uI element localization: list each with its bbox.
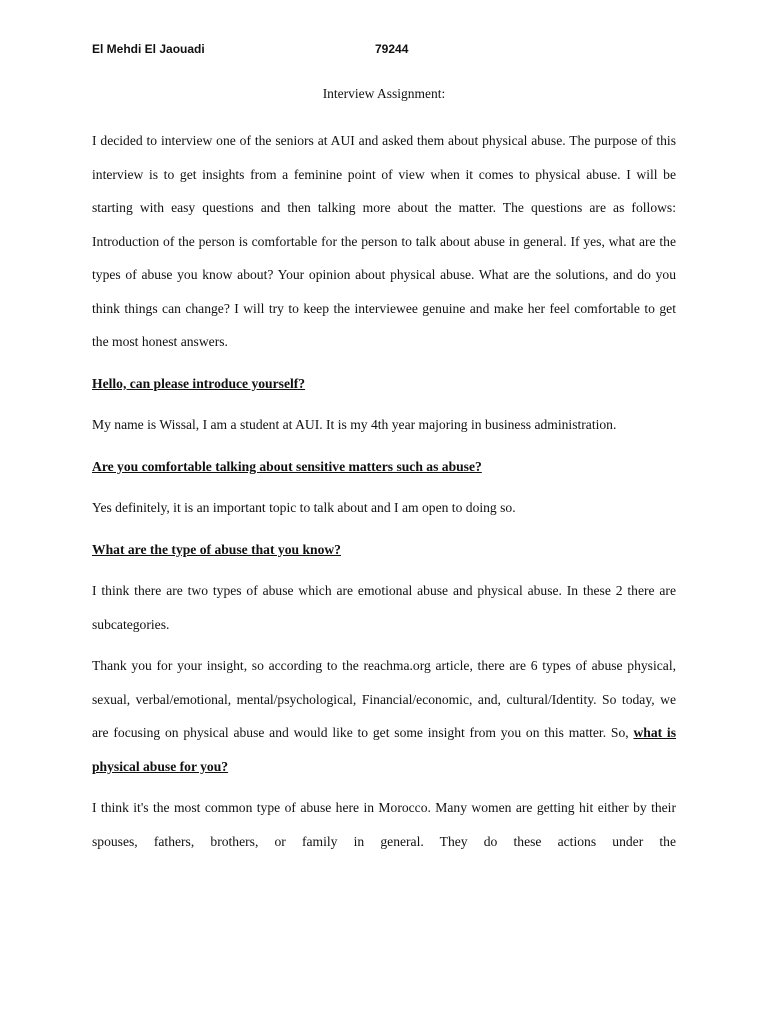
answer-3: I think there are two types of abuse which are emotional abuse and physical abuse. In these 2 there are subcategories. <box>92 583 676 632</box>
answer-2: Yes definitely, it is an important topic to talk about and I am open to doing so. <box>92 500 516 515</box>
question-2: Are you comfortable talking about sensitive matters such as abuse? <box>92 458 482 474</box>
student-id: 79244 <box>375 42 409 56</box>
followup-question: what is physical abuse for you? <box>92 725 676 774</box>
answer-4: I think it's the most common type of abuse here in Morocco. Many women are getting hit either by their spouses, fathers, brothers, or family in general. They do these actions under the <box>92 800 676 849</box>
answer-1: My name is Wissal, I am a student at AUI. It is my 4th year majoring in business administration. <box>92 417 617 432</box>
followup-paragraph <box>92 649 676 783</box>
document-body <box>92 124 676 866</box>
question-3: What are the type of abuse that you know? <box>92 541 341 557</box>
intro-paragraph: I decided to interview one of the seniors at AUI and asked them about physical abuse. The purpose of this interview is to get insights from a feminine point of view when it comes to physical abuse. I will be starting with easy questions and then talking more about the matter. The questions are as follows: Introduction of the person is comfortable for the person to talk about abuse in general. If yes, what are the types of abuse you know about? Your opinion about physical abuse. What are the solutions, and do you think things can change? I will try to keep the interviewee genuine and make her feel comfortable to get the most honest answers. <box>92 133 676 349</box>
document-title: Interview Assignment: <box>322 86 446 101</box>
author-name: El Mehdi El Jaouadi <box>92 42 205 56</box>
question-1: Hello, can please introduce yourself? <box>92 375 306 391</box>
followup-text: Thank you for your insight, so according to the reachma.org article, there are 6 types of abuse physical, sexual, verbal/emotional, mental/psychological, Financial/economic, and, cultural/Identity. So today, we are focusing on physical abuse and would like to get some insight from you on this matter. So, <box>92 658 676 740</box>
page-header <box>92 42 676 62</box>
